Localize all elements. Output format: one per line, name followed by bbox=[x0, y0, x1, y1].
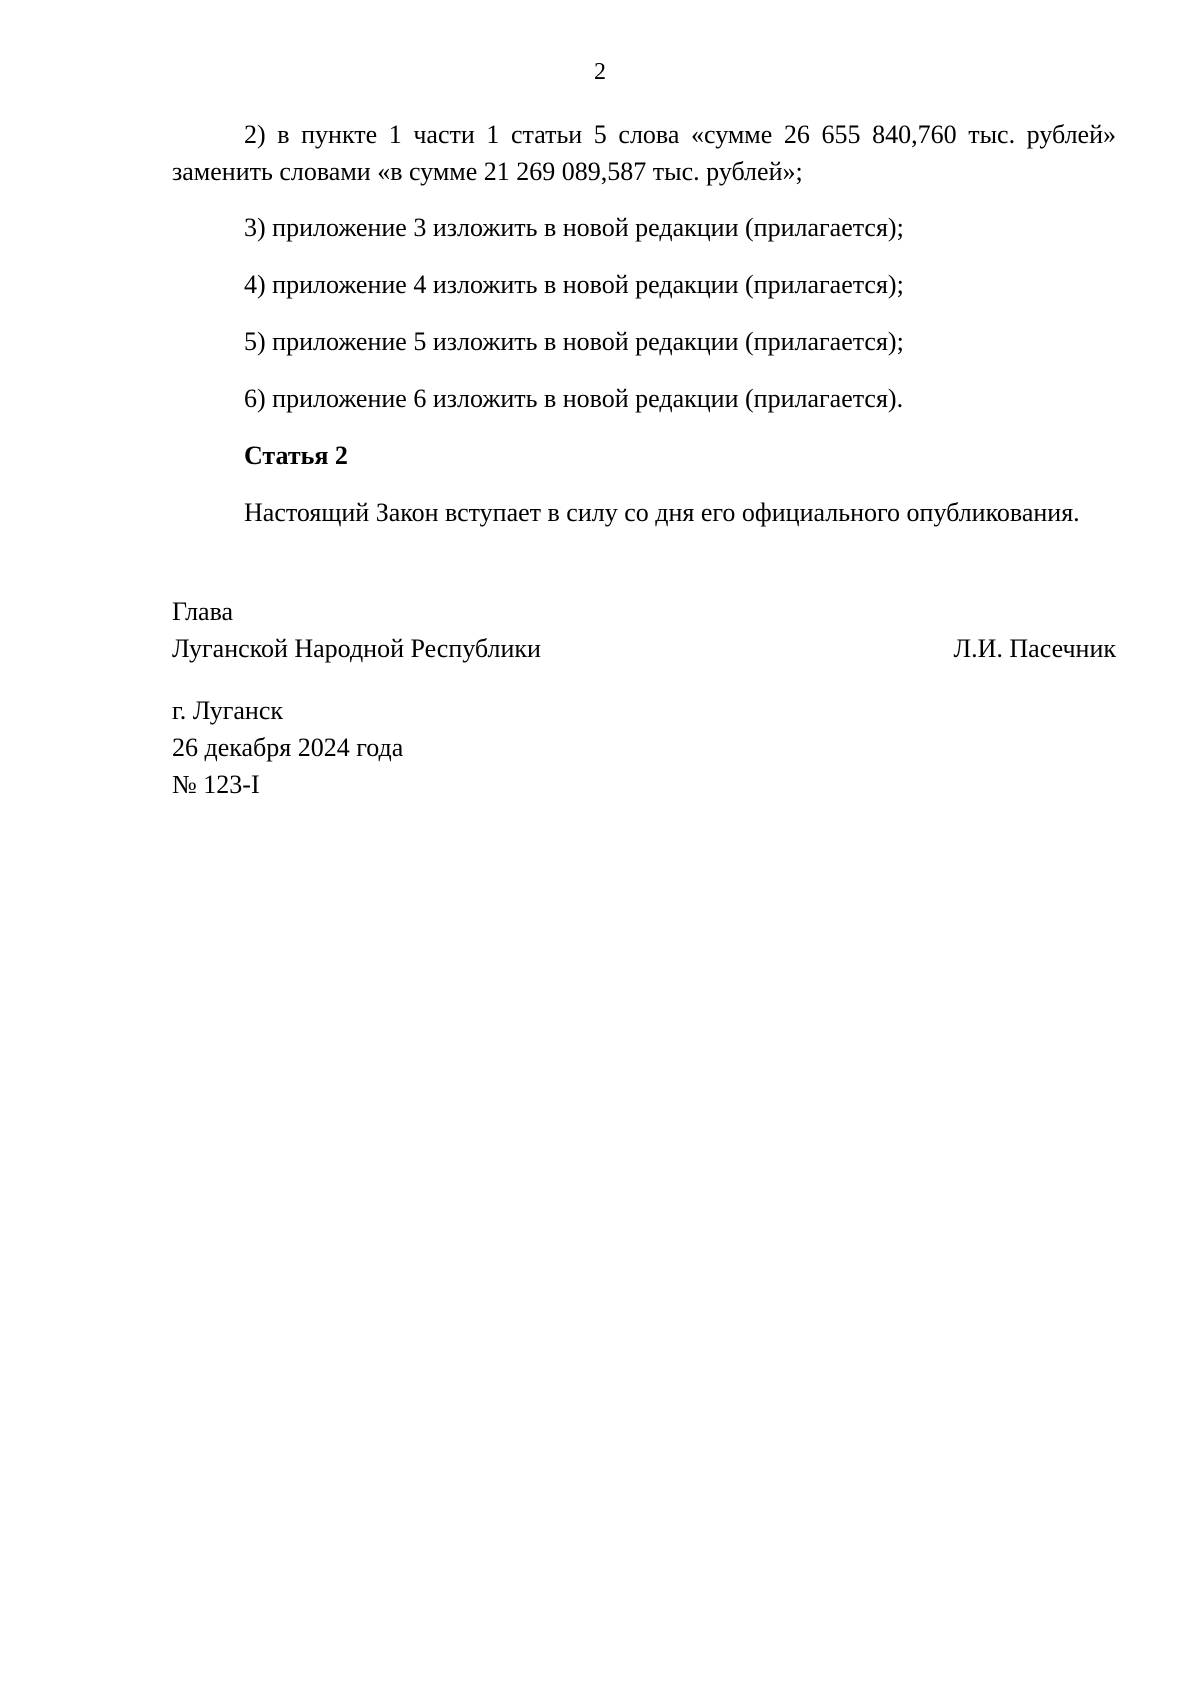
amendment-item-3-text: 3) приложение 3 изложить в новой редакции (прилагается); bbox=[244, 213, 904, 242]
footer-law-number: № 123-I bbox=[172, 770, 260, 799]
footer-city: г. Луганск bbox=[172, 696, 284, 725]
signature-name: Л.И. Пасечник bbox=[953, 634, 1116, 663]
article-heading: Статья 2 bbox=[244, 441, 348, 470]
footer-date: 26 декабря 2024 года bbox=[172, 733, 404, 762]
amendment-item-2-text: 2) в пункте 1 части 1 статьи 5 слова «сумме 26 655 840,760 тыс. рублей» заменить словами «в сумме 21 269 089,587 тыс. рублей»; bbox=[172, 120, 1116, 186]
amendment-item-5 bbox=[172, 323, 1116, 360]
amendment-item-4-text: 4) приложение 4 изложить в новой редакции (прилагается); bbox=[244, 270, 904, 299]
amendment-item-4 bbox=[172, 266, 1116, 303]
amendment-item-3 bbox=[172, 209, 1116, 246]
amendment-item-2 bbox=[172, 116, 1116, 190]
article-body-text: Настоящий Закон вступает в силу со дня его официального опубликования. bbox=[244, 498, 1080, 527]
signature-title-line2: Луганской Народной Республики bbox=[172, 634, 541, 663]
signature-title-line1: Глава bbox=[172, 597, 234, 626]
page-number: 2 bbox=[594, 59, 606, 85]
amendment-item-6 bbox=[172, 380, 1116, 417]
amendment-item-5-text: 5) приложение 5 изложить в новой редакции (прилагается); bbox=[244, 327, 904, 356]
article-body bbox=[172, 494, 1116, 531]
amendment-item-6-text: 6) приложение 6 изложить в новой редакции (прилагается). bbox=[244, 384, 904, 413]
